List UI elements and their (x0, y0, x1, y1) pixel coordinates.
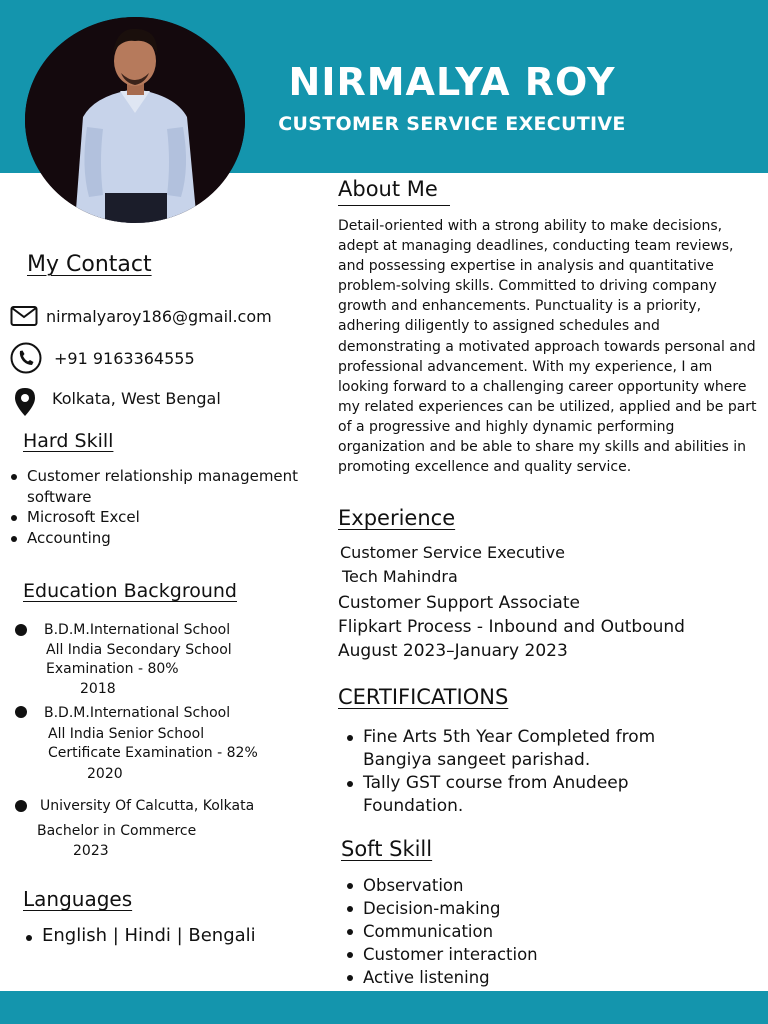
phone-icon (10, 342, 44, 374)
contact-heading: My Contact (27, 252, 152, 277)
bullet-dot (15, 624, 27, 636)
profile-photo (25, 17, 245, 223)
location-text: Kolkata, West Bengal (52, 388, 221, 408)
list-item: Fine Arts 5th Year Completed from Bangiya sangeet parishad. (345, 726, 705, 772)
list-item: Active listening (345, 966, 538, 989)
list-item: Tally GST course from Anudeep Foundation. (345, 772, 705, 818)
edu-year-1: 2018 (80, 681, 116, 697)
person-name: NIRMALYA ROY (288, 60, 616, 104)
mail-icon (10, 305, 40, 327)
experience-heading: Experience (338, 506, 456, 530)
list-item: Decision-making (345, 897, 538, 920)
list-item: Observation (345, 874, 538, 897)
bullet-dot (15, 800, 27, 812)
job1-title: Customer Service Executive (340, 543, 565, 562)
edu-detail-1: All India Secondary School Examination - 80% (46, 642, 232, 677)
job2-company: Flipkart Process - Inbound and Outbound (338, 617, 685, 637)
footer-band (0, 991, 768, 1024)
contact-phone[interactable] (10, 342, 195, 374)
location-pin-icon (14, 387, 38, 417)
job2-dates: August 2023–January 2023 (338, 641, 568, 661)
edu-detail-3: Bachelor in Commerce (37, 823, 197, 839)
hard-skill-heading: Hard Skill (23, 430, 114, 452)
edu-year-3: 2023 (73, 843, 109, 859)
edu-school-3: University Of Calcutta, Kolkata (40, 798, 255, 814)
languages-heading: Languages (23, 887, 133, 911)
edu-school-1: B.D.M.International School (44, 622, 231, 638)
edu-year-2: 2020 (87, 766, 123, 782)
list-item: Customer interaction (345, 943, 538, 966)
list-item: Microsoft Excel (9, 507, 324, 528)
soft-skill-list (345, 874, 538, 989)
list-item: English | Hindi | Bengali (24, 925, 256, 947)
about-heading: About Me (338, 177, 450, 206)
edu-detail-2: All India Senior School Certificate Examination - 82% (48, 726, 258, 761)
email-text: nirmalyaroy186@gmail.com (46, 306, 272, 326)
phone-text: +91 9163364555 (54, 348, 195, 368)
hard-skill-list (9, 466, 324, 548)
list-item: Customer relationship management software (9, 466, 324, 507)
contact-location (14, 387, 221, 417)
edu-school-2: B.D.M.International School (44, 705, 231, 721)
list-item: Accounting (9, 528, 324, 549)
job2-title: Customer Support Associate (338, 593, 580, 613)
contact-email[interactable] (10, 305, 272, 327)
certifications-list (345, 726, 705, 818)
about-text: Detail-oriented with a strong ability to make decisions, adept at managing deadlines, conducting team reviews, and possessing expertise in analysis and quantitative problem-solving skills. Committed to driving company growth and enhancements. Punctuality is a priority, adhering diligently to assigned schedules and demonstrating a motivated approach towards personal and professional advancement. With my experience, I am looking forward to a challenging career opportunity where my related experiences can be utilized, applied and be part of a progressive and highly dynamic performing organization and be able to share my skills and abilities in promoting excellence and quality service. (338, 218, 757, 476)
job-title: CUSTOMER SERVICE EXECUTIVE (278, 113, 626, 135)
soft-skill-heading: Soft Skill (341, 837, 433, 861)
languages-list (24, 925, 256, 947)
certifications-heading: CERTIFICATIONS (338, 685, 509, 709)
list-item: Communication (345, 920, 538, 943)
education-heading: Education Background (23, 580, 237, 602)
bullet-dot (15, 706, 27, 718)
job1-company: Tech Mahindra (342, 567, 458, 586)
